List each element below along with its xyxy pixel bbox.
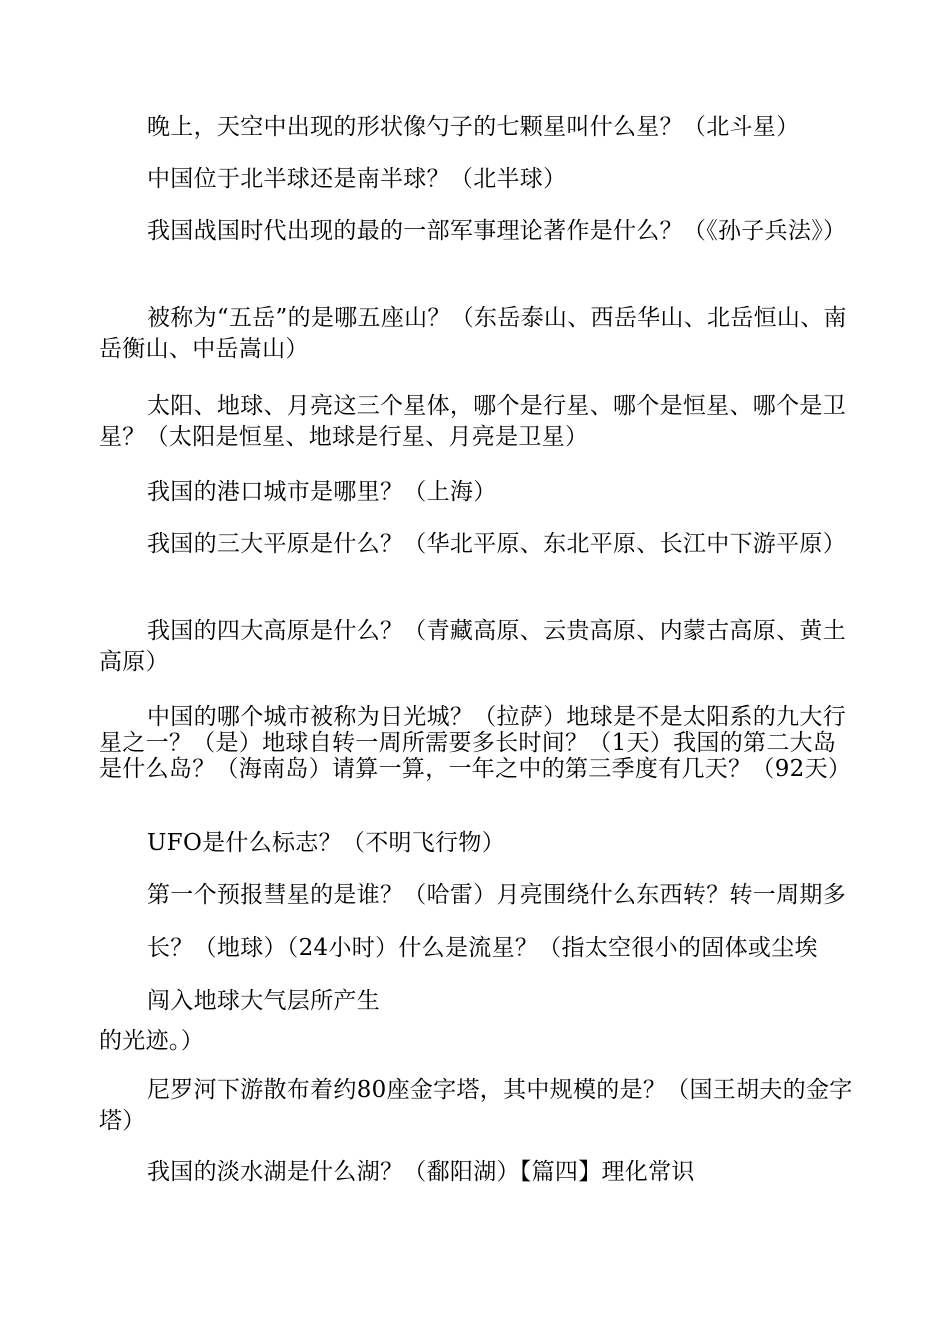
paragraph-five-mountains: 被称为“五岳”的是哪五座山？（东岳泰山、西岳华山、北岳恒山、南岳衡山、中岳嵩山） xyxy=(99,305,847,362)
paragraph-four-plateaus: 我国的四大高原是什么？（青藏高原、云贵高原、内蒙古高原、黄土高原） xyxy=(99,618,846,675)
paragraph-pyramids: 尼罗河下游散布着约80座金字塔，其中规模的是？（国王胡夫的金字塔） xyxy=(99,1077,853,1134)
paragraph-sunlight-city: 中国的哪个城市被称为日光城？（拉萨）地球是不是太阳系的九大行星之一？（是）地球自转一周所需要多长时间？（1天）我国的第二大岛是什么岛？（海南岛）请算一算，一年之中的第三季度有几天？（92天） xyxy=(99,704,852,782)
paragraph-comet-line-4: 的光迹。） xyxy=(99,1028,204,1054)
paragraph-big-dipper: 晚上，天空中出现的形状像勺子的七颗星叫什么星？（北斗星） xyxy=(147,114,800,140)
paragraph-sun-earth-moon: 太阳、地球、月亮这三个星体，哪个是行星、哪个是恒星、哪个是卫星？（太阳是恒星、地球是行星、月亮是卫星） xyxy=(99,393,846,450)
paragraph-port-city: 我国的港口城市是哪里？（上海） xyxy=(147,479,497,505)
paragraph-ufo: UFO是什么标志？（不明飞行物） xyxy=(147,830,505,856)
paragraph-comet-line-3: 闯入地球大气层所产生 xyxy=(147,988,380,1014)
paragraph-art-of-war: 我国战国时代出现的最的一部军事理论著作是什么？（《孙子兵法》） xyxy=(147,218,847,244)
paragraph-comet-line-2: 长？（地球）（24小时）什么是流星？（指太空很小的固体或尘埃 xyxy=(147,935,818,961)
paragraph-northern-hemisphere: 中国位于北半球还是南半球？（北半球） xyxy=(147,166,567,192)
paragraph-three-plains: 我国的三大平原是什么？（华北平原、东北平原、长江中下游平原） xyxy=(147,531,846,557)
paragraph-comet-line-1: 第一个预报彗星的是谁？（哈雷）月亮围绕什么东西转？转一周期多 xyxy=(147,882,846,908)
paragraph-freshwater-lake: 我国的淡水湖是什么湖？（鄱阳湖）【篇四】理化常识 xyxy=(147,1159,695,1185)
